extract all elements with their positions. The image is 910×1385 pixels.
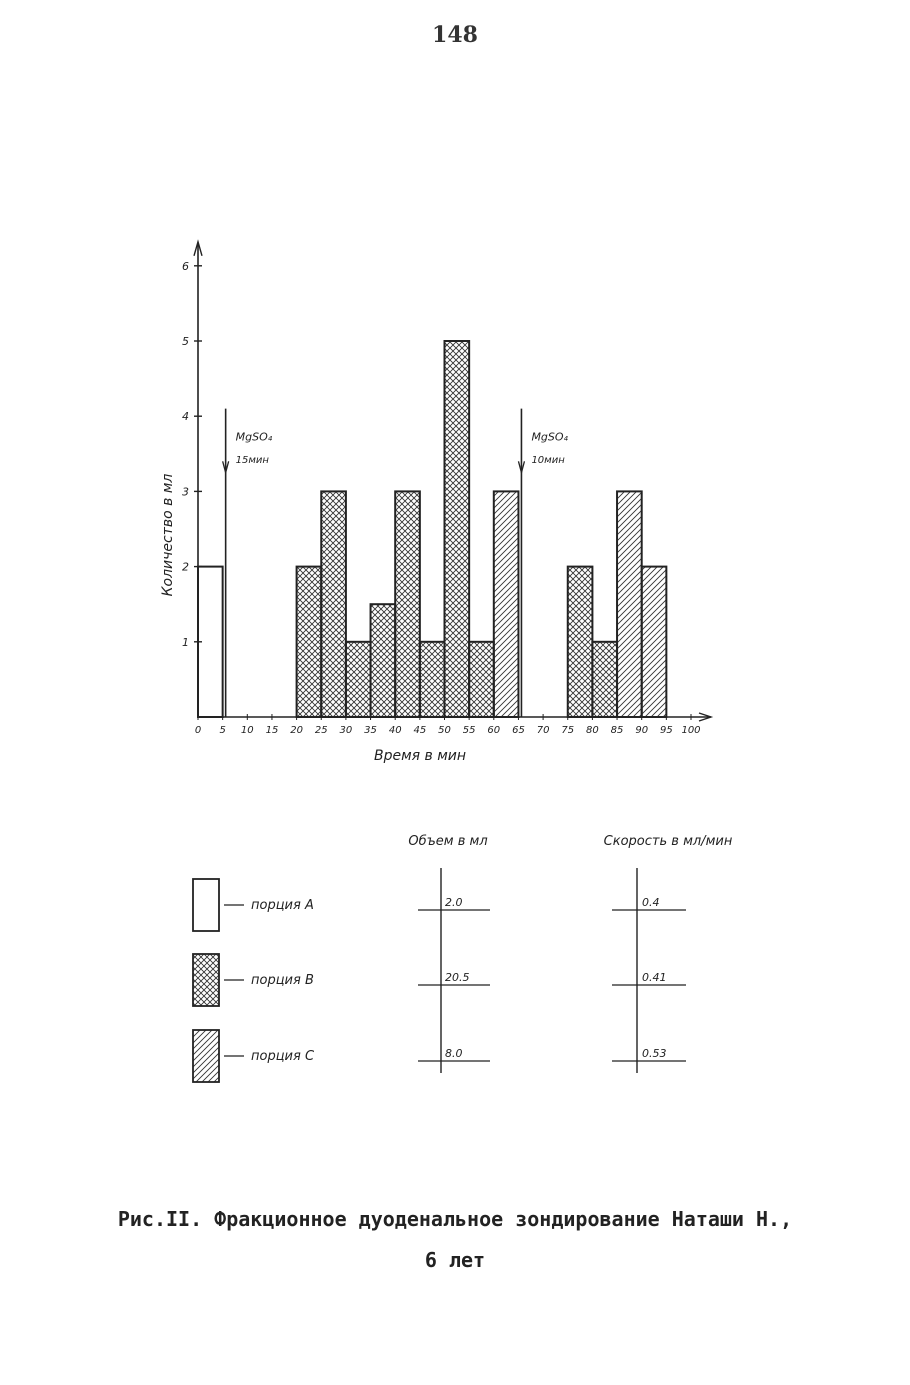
legend-label-3: порция С [251,1049,315,1064]
x-axis-label: Время в мин [373,748,467,764]
bar-diagonal-85 [617,491,642,717]
figure-caption: Рис.II. Фракционное дуоденальное зондирование Наташи Н., [117,1207,793,1231]
x-tick-label-65: 65 [512,725,525,736]
bar-diagonal-60 [494,491,519,717]
legend-swatch-empty [193,879,219,931]
bar-crosshatch-55 [469,642,494,717]
bar-crosshatch-35 [371,604,396,717]
x-tick-label-5: 5 [219,725,226,736]
x-tick-label-25: 25 [314,725,328,736]
legend-speed-2: 0.41 [642,971,667,984]
y-tick-label-3: 3 [182,485,189,499]
x-tick-label-0: 0 [194,725,202,736]
x-tick-label-55: 55 [462,725,476,736]
mgso4-duration-1: 15мин [235,454,269,466]
legend-speed-header: Скорость в мл/мин [603,834,733,849]
bar-crosshatch-80 [592,642,617,717]
x-tick-label-100: 100 [681,725,701,736]
mgso4-duration-2: 10мин [531,454,565,466]
bar-crosshatch-50 [445,341,470,717]
bar-crosshatch-30 [346,642,371,717]
x-tick-label-70: 70 [536,725,550,736]
bar-crosshatch-45 [420,642,445,717]
legend-speed-3: 0.53 [642,1047,667,1060]
bar-crosshatch-20 [297,567,322,717]
y-tick-label-5: 5 [182,335,189,348]
figure-caption-age: 6 лет [424,1248,486,1272]
x-tick-label-75: 75 [561,725,575,736]
legend-label-1: порция А [251,898,314,913]
x-tick-label-60: 60 [487,725,501,736]
x-tick-label-35: 35 [364,725,377,736]
legend-speed-1: 0.4 [642,896,660,909]
bar-crosshatch-40 [395,491,420,717]
bar-diagonal-90 [642,567,667,717]
legend-volume-header: Объем в мл [408,834,488,849]
x-tick-label-10: 10 [240,725,254,736]
x-tick-label-50: 50 [438,725,451,736]
legend-swatch-crosshatch [193,954,219,1006]
legend-swatch-diagonal [193,1030,219,1082]
x-tick-label-40: 40 [388,725,402,736]
x-tick-label-20: 20 [290,725,303,736]
legend-volume-2: 20.5 [445,971,470,984]
x-tick-label-95: 95 [659,725,673,736]
y-tick-label-2: 2 [182,560,189,574]
legend-label-2: порция В [251,973,314,988]
x-tick-label-30: 30 [339,725,353,736]
y-tick-label-1: 1 [182,635,189,649]
mgso4-label-1: MgSO₄ [235,430,273,444]
y-tick-label-4: 4 [182,410,189,424]
y-tick-label-6: 6 [182,259,189,273]
mgso4-label-2: MgSO₄ [531,430,568,444]
x-tick-label-45: 45 [413,725,427,736]
x-tick-label-90: 90 [635,725,649,736]
x-tick-label-85: 85 [610,725,624,736]
x-tick-label-15: 15 [265,725,279,736]
bar-crosshatch-25 [321,491,346,717]
page-number: 148 [432,22,478,48]
legend-volume-3: 8.0 [445,1047,463,1060]
bar-crosshatch-75 [568,567,593,717]
x-tick-label-80: 80 [586,725,599,736]
legend-volume-1: 2.0 [445,896,463,909]
y-axis-label: Количество в мл [160,473,176,597]
